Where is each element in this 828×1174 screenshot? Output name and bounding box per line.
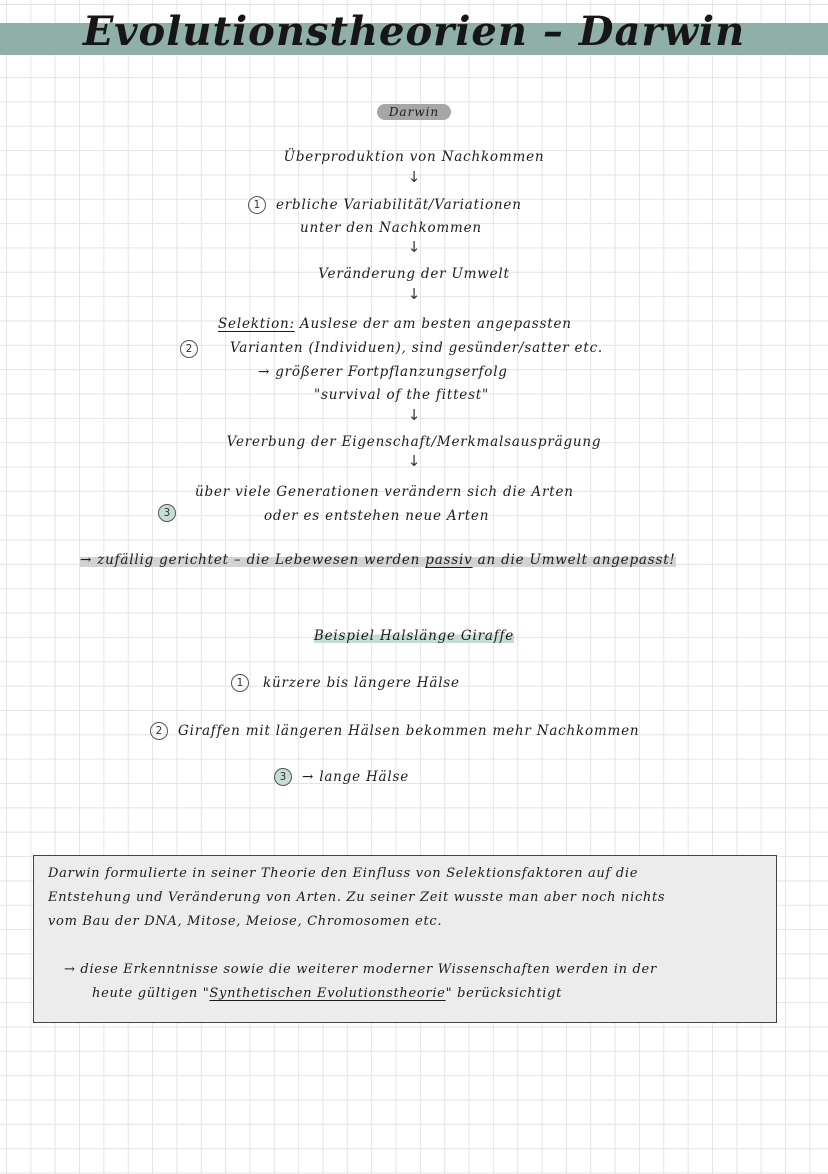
step-number-2: 2 [180, 340, 198, 358]
variability-text-2: unter den Nachkommen [300, 220, 482, 236]
example-item-2: Giraffen mit längeren Hälsen bekommen mehr Nachkommen [178, 723, 640, 739]
summary-line-5-b: " berücksichtigt [445, 986, 563, 1001]
variability-text: erbliche Variabilität/Variationen [276, 197, 522, 213]
arrow-down-icon: ↓ [407, 452, 421, 470]
page-title: Evolutionstheorien – Darwin [82, 8, 746, 55]
summary-line-5-a: heute gültigen " [92, 986, 210, 1001]
example-item-1: kürzere bis längere Hälse [263, 675, 460, 691]
step-number-1: 1 [248, 196, 266, 214]
step-number-3: 3 [158, 504, 176, 522]
selection-rest: Auslese der am besten angepassten [294, 316, 572, 332]
arrow-down-icon: ↓ [407, 168, 421, 186]
darwin-label: Darwin [377, 104, 451, 120]
summary-line-1: Darwin formulierte in seiner Theorie den Einfluss von Selektionsfaktoren auf die [48, 866, 639, 881]
conclusion-part-1: → zufällig gerichtet – die Lebewesen werden [80, 552, 426, 568]
selection-line-2: Varianten (Individuen), sind gesünder/satter etc. [230, 340, 604, 356]
example-number-1: 1 [231, 674, 249, 692]
conclusion-passive: passiv [425, 552, 473, 568]
inheritance-text: Vererbung der Eigenschaft/Merkmalsausprägung [226, 434, 602, 450]
example-heading-row [0, 628, 828, 644]
selection-term: Selektion: [218, 316, 295, 332]
arrow-down-icon: ↓ [407, 285, 421, 303]
selection-line-1 [218, 316, 572, 332]
example-number-2: 2 [150, 722, 168, 740]
conclusion-line [80, 552, 676, 568]
example-item-3: → lange Hälse [302, 769, 410, 785]
summary-box [33, 855, 777, 1023]
example-number-3: 3 [274, 768, 292, 786]
summary-line-2: Entstehung und Veränderung von Arten. Zu seiner Zeit wusste man aber noch nichts [48, 890, 666, 905]
summary-line-3: vom Bau der DNA, Mitose, Meiose, Chromosomen etc. [48, 914, 443, 929]
summary-line-4: → diese Erkenntnisse sowie die weiterer moderner Wissenschaften werden in der [64, 962, 657, 977]
example-heading: Beispiel Halslänge Giraffe [313, 628, 515, 644]
environment-change-text: Veränderung der Umwelt [318, 266, 510, 282]
summary-line-5 [92, 986, 562, 1001]
arrow-down-icon: ↓ [407, 238, 421, 256]
synthetic-theory-term: Synthetischen Evolutionstheorie [209, 986, 446, 1001]
conclusion-part-2: an die Umwelt angepasst! [472, 552, 676, 568]
darwin-label-row [0, 101, 828, 120]
result-line-2: oder es entstehen neue Arten [264, 508, 490, 524]
arrow-down-icon: ↓ [407, 406, 421, 424]
selection-line-3: → größerer Fortpflanzungserfolg [258, 364, 508, 380]
survival-of-fittest-text: "survival of the fittest" [314, 387, 490, 403]
result-line-1: über viele Generationen verändern sich die Arten [195, 484, 574, 500]
overproduction-text: Überproduktion von Nachkommen [283, 149, 545, 165]
